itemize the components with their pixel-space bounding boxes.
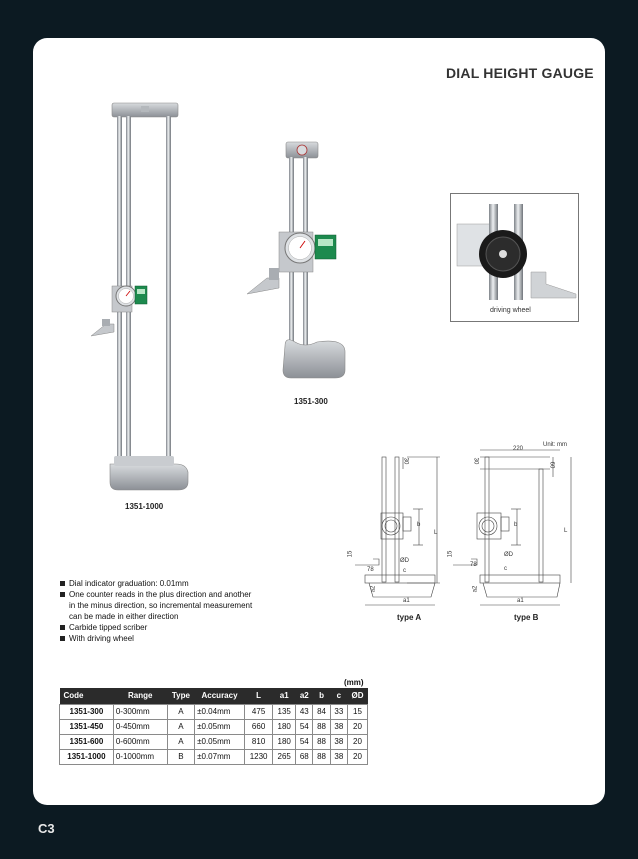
cell-c: 33 [330, 704, 347, 719]
cell-accuracy: ±0.07mm [195, 749, 245, 764]
col-a1: a1 [273, 688, 296, 704]
cell-c: 38 [330, 749, 347, 764]
dim-c-a: c [403, 568, 406, 574]
cell-c: 38 [330, 719, 347, 734]
driving-wheel-image [451, 194, 578, 321]
cell-L: 660 [244, 719, 272, 734]
table-header-row [60, 688, 368, 704]
feature-list [60, 578, 252, 644]
page-number: C3 [38, 821, 55, 836]
cell-a1: 180 [273, 734, 296, 749]
cell-a2: 43 [296, 704, 313, 719]
dim-a2-a: a2 [370, 585, 377, 593]
dim-b-a: b [417, 522, 421, 528]
dim-L-b: L [564, 528, 568, 534]
driving-wheel-caption: driving wheel [490, 307, 531, 314]
cell-type: B [167, 749, 194, 764]
cell-code: 1351-1000 [60, 749, 114, 764]
dim-b-b: b [514, 522, 518, 528]
gauge-1351-300-caption: 1351-300 [294, 397, 328, 406]
col-L: L [244, 688, 272, 704]
spec-table [59, 688, 368, 765]
table-row [60, 719, 368, 734]
dim-78-a: 78 [367, 567, 374, 573]
col-a2: a2 [296, 688, 313, 704]
cell-range: 0-300mm [113, 704, 167, 719]
dim-d-a: ØD [400, 558, 409, 564]
dim-a1-b: a1 [517, 598, 524, 604]
cell-a1: 265 [273, 749, 296, 764]
cell-a2: 54 [296, 734, 313, 749]
cell-code: 1351-450 [60, 719, 114, 734]
feature-item-continued: in the minus direction, so incremental measurement [69, 601, 253, 610]
cell-L: 1230 [244, 749, 272, 764]
gauge-1351-1000-image [88, 100, 198, 500]
cell-L: 475 [244, 704, 272, 719]
table-row [60, 734, 368, 749]
dim-30-b: 30 [472, 457, 479, 465]
col-range: Range [113, 688, 167, 704]
dimension-diagrams [345, 447, 580, 622]
dim-15-a: 15 [347, 550, 354, 558]
cell-b: 88 [313, 749, 330, 764]
dim-78-b: 78 [470, 562, 477, 568]
cell-accuracy: ±0.05mm [195, 719, 245, 734]
cell-accuracy: ±0.05mm [195, 734, 245, 749]
cell-b: 88 [313, 734, 330, 749]
cell-D: 15 [348, 704, 368, 719]
gauge-1351-1000-caption: 1351-1000 [125, 502, 164, 511]
cell-b: 88 [313, 719, 330, 734]
table-row [60, 704, 368, 719]
col-code: Code [60, 688, 114, 704]
table-row [60, 749, 368, 764]
dim-c-b: c [504, 566, 507, 572]
cell-code: 1351-600 [60, 734, 114, 749]
col-type: Type [167, 688, 194, 704]
feature-item: One counter reads in the plus direction and another [60, 589, 252, 600]
cell-D: 20 [348, 749, 368, 764]
table-unit-label: (mm) [344, 678, 364, 687]
dim-L-a: L [434, 530, 438, 536]
dim-d-b: ØD [504, 552, 513, 558]
cell-D: 20 [348, 719, 368, 734]
page-title: DIAL HEIGHT GAUGE [446, 65, 594, 81]
feature-item-continued: can be made in either direction [69, 612, 179, 621]
cell-c: 38 [330, 734, 347, 749]
col-accuracy: Accuracy [195, 688, 245, 704]
cell-type: A [167, 719, 194, 734]
feature-item: With driving wheel [60, 633, 252, 644]
dim-a2-b: a2 [472, 585, 479, 593]
dim-60-b: 60 [548, 461, 555, 469]
cell-code: 1351-300 [60, 704, 114, 719]
cell-type: A [167, 704, 194, 719]
cell-a1: 180 [273, 719, 296, 734]
cell-range: 0-600mm [113, 734, 167, 749]
dim-220-b: 220 [513, 446, 524, 452]
cell-accuracy: ±0.04mm [195, 704, 245, 719]
type-a-label: type A [397, 613, 422, 622]
cell-L: 810 [244, 734, 272, 749]
cell-range: 0-1000mm [113, 749, 167, 764]
cell-type: A [167, 734, 194, 749]
type-b-label: type B [514, 613, 539, 622]
cell-b: 84 [313, 704, 330, 719]
feature-item: Carbide tipped scriber [60, 622, 252, 633]
cell-D: 20 [348, 734, 368, 749]
col-b: b [313, 688, 330, 704]
dim-a1-a: a1 [403, 598, 410, 604]
cell-a2: 54 [296, 719, 313, 734]
diagram-unit-label: Unit: mm [543, 442, 567, 448]
cell-a1: 135 [273, 704, 296, 719]
col-D: ØD [348, 688, 368, 704]
cell-range: 0-450mm [113, 719, 167, 734]
col-c: c [330, 688, 347, 704]
gauge-1351-300-image [245, 138, 355, 383]
cell-a2: 68 [296, 749, 313, 764]
feature-item: Dial indicator graduation: 0.01mm [60, 578, 252, 589]
dim-15-b: 15 [447, 550, 454, 558]
dim-30-a: 30 [402, 457, 409, 465]
